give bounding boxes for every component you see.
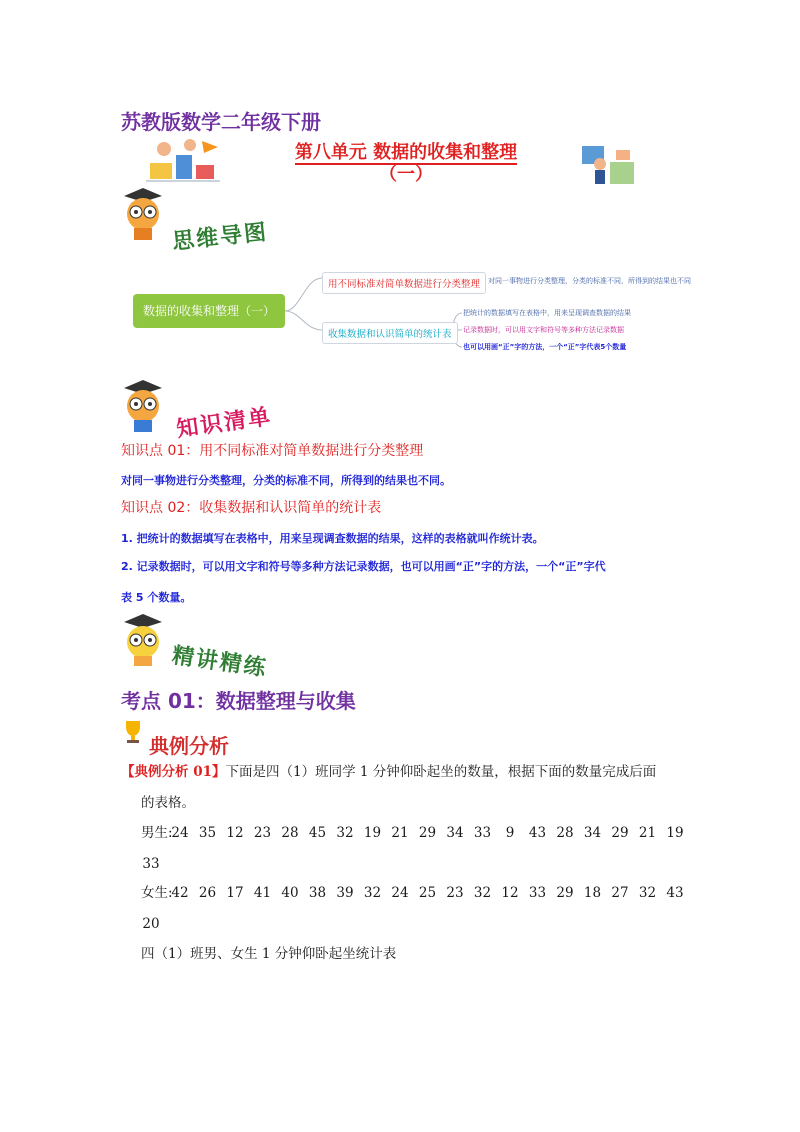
mindmap-leaf-1: 对同一事物进行分类整理，分类的标准不同，所得到的结果也不同 — [488, 277, 691, 285]
girls-value: 29 — [556, 885, 574, 901]
girls-value: 41 — [253, 885, 272, 901]
mindmap-leaf-2-1: 把统计的数据填写在表格中，用来呈现调查数据的结果 — [463, 309, 631, 317]
knowledge-point-2-title: 知识点 02：收集数据和认识简单的统计表 — [121, 500, 382, 516]
exam-point-title: 考点 01：数据整理与收集 — [121, 689, 356, 713]
boys-value: 19 — [363, 825, 382, 841]
mindmap-leaf-2-2: 记录数据时，可以用文字和符号等多种方法记录数据 — [463, 326, 624, 334]
table-title: 四（1）班男、女生 1 分钟仰卧起坐统计表 — [141, 946, 397, 962]
boys-value: 45 — [308, 825, 327, 841]
knowledge-point-2-item-2: 2. 记录数据时，可以用文字和符号等多种方法记录数据，也可以用画“正”字的方法，一个“正”字代 — [121, 560, 606, 573]
girls-value: 39 — [336, 885, 354, 901]
boys-value: 33 — [142, 856, 160, 872]
unit-subtitle: （一） — [379, 164, 433, 185]
girls-value: 32 — [363, 885, 382, 901]
girls-value: 27 — [611, 885, 629, 901]
knowledge-point-1-body: 对同一事物进行分类整理，分类的标准不同，所得到的结果也不同。 — [121, 474, 451, 487]
boys-value: 23 — [253, 825, 272, 841]
boys-value: 32 — [336, 825, 354, 841]
boys-value: 19 — [666, 825, 684, 841]
boys-value: 29 — [418, 825, 437, 841]
boys-value: 28 — [281, 825, 299, 841]
example-section-header: 典例分析 — [149, 734, 229, 758]
girls-value: 25 — [418, 885, 437, 901]
boys-value: 34 — [583, 825, 602, 841]
boys-value: 35 — [198, 825, 217, 841]
girls-value: 33 — [528, 885, 547, 901]
girls-value: 26 — [198, 885, 217, 901]
girls-label: 女生: — [141, 885, 173, 901]
knowledge-point-2-item-1: 1. 把统计的数据填写在表格中，用来呈现调查数据的结果，这样的表格就叫作统计表。 — [121, 532, 544, 545]
boys-value: 9 — [505, 825, 515, 841]
girls-value: 32 — [473, 885, 492, 901]
boys-value: 33 — [473, 825, 492, 841]
boys-value: 28 — [556, 825, 574, 841]
girls-value: 43 — [666, 885, 684, 901]
girls-value: 12 — [501, 885, 519, 901]
girls-value: 32 — [638, 885, 657, 901]
mindmap-branch-1: 用不同标准对简单数据进行分类整理 — [322, 272, 486, 294]
girls-value: 18 — [583, 885, 602, 901]
girls-value: 23 — [446, 885, 464, 901]
boys-label: 男生: — [141, 825, 173, 841]
boys-value: 34 — [446, 825, 464, 841]
boys-value: 12 — [226, 825, 244, 841]
girls-value: 42 — [171, 885, 189, 901]
owl-mascot-grad-icon — [120, 612, 166, 668]
example-label: 【典例分析 01】 — [121, 764, 226, 780]
girls-value: 24 — [391, 885, 409, 901]
boys-value: 29 — [611, 825, 629, 841]
boys-value: 43 — [528, 825, 547, 841]
unit-title: 第八单元 数据的收集和整理 — [294, 142, 518, 163]
document-title: 苏教版数学二年级下册 — [121, 110, 321, 134]
girls-value: 38 — [308, 885, 327, 901]
lecture-banner: 精讲精练 — [170, 643, 270, 682]
example-question — [121, 762, 656, 782]
boys-value: 21 — [391, 825, 409, 841]
example-question-cont: 的表格。 — [141, 795, 195, 811]
boys-value: 21 — [638, 825, 657, 841]
example-question-text: 下面是四（1）班同学 1 分钟仰卧起坐的数量，根据下面的数量完成后面 — [225, 764, 657, 780]
trophy-icon — [121, 718, 145, 744]
mindmap-leaf-2-3: 也可以用画“正”字的方法，一个“正”字代表5个数量 — [463, 343, 627, 351]
knowledge-point-1-title: 知识点 01：用不同标准对简单数据进行分类整理 — [121, 443, 424, 459]
mindmap-branch-2: 收集数据和认识简单的统计表 — [322, 322, 458, 344]
mindmap-banner: 思维导图 — [171, 220, 270, 255]
boys-value: 24 — [171, 825, 189, 841]
girls-value: 40 — [281, 885, 299, 901]
mindmap-root: 数据的收集和整理（一） — [133, 294, 285, 328]
owl-mascot-teacher-icon — [120, 378, 166, 434]
knowledge-point-2-item-2-cont: 表 5 个数量。 — [121, 591, 192, 604]
girls-value: 20 — [142, 916, 160, 932]
girls-value: 17 — [226, 885, 244, 901]
knowledge-banner: 知识清单 — [175, 404, 274, 443]
